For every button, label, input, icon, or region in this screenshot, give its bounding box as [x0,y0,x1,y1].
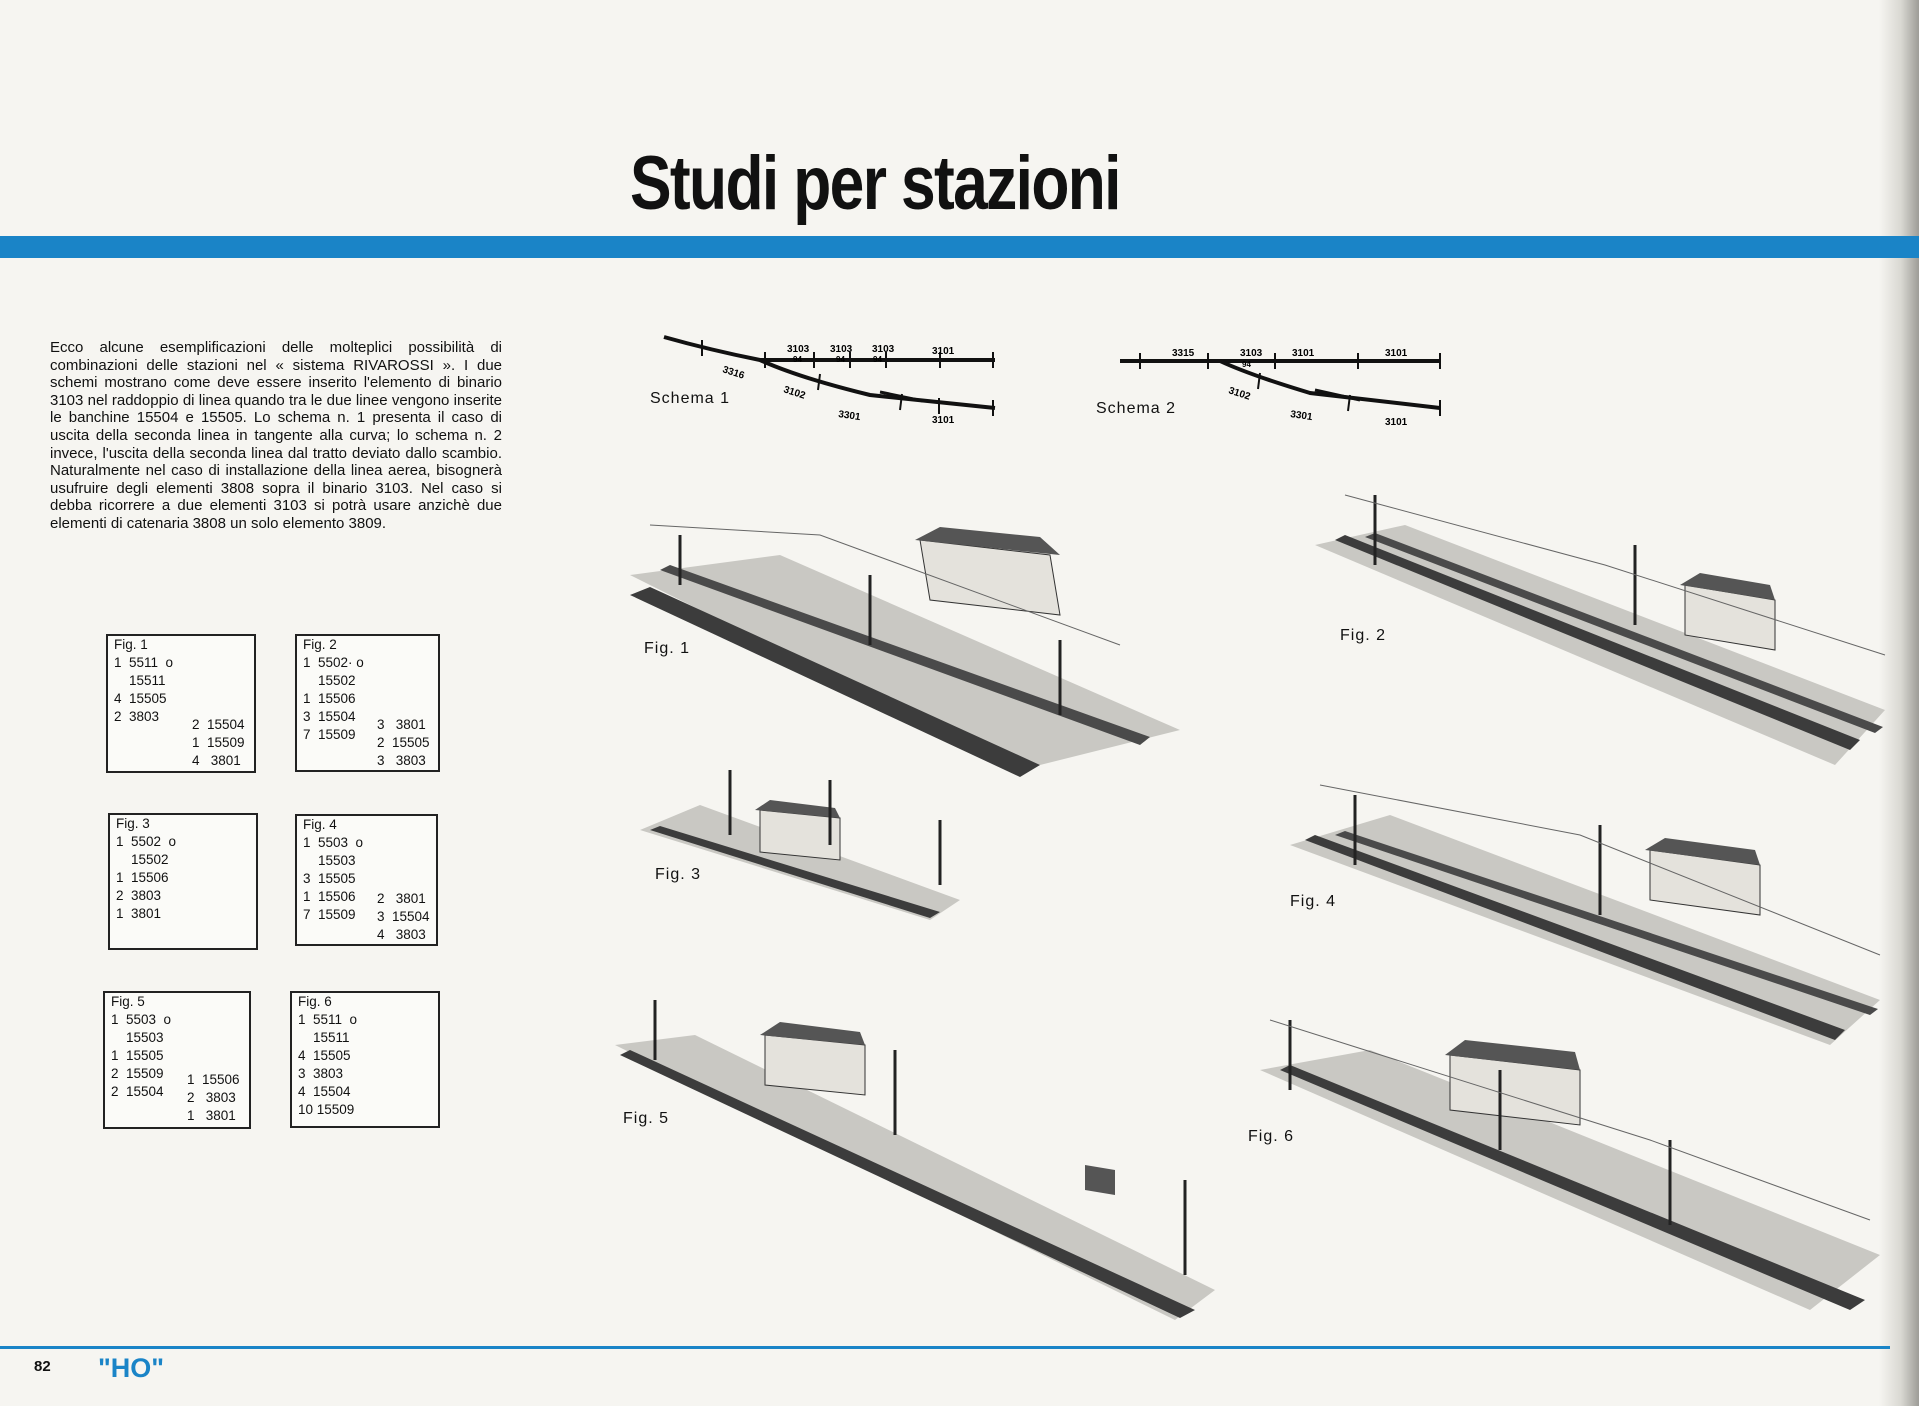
schema-label: 3102 [782,384,807,402]
parts-list-left: 1 5503 o 15503 3 15505 1 15506 7 15509 [303,835,364,922]
parts-box-title: Fig. 4 [303,817,337,832]
intro-paragraph: Ecco alcune esemplificazioni delle molteplici possibilità di combinazioni delle stazioni nel « sistema RIVAROSSI ». I due schemi mostrano come deve essere inserito l'elemento di binario 3103 nel raddoppio di linea quando tra le due linee vengono inserite le banchine 15504 e 15505. Lo schema n. 1 presenta il caso di uscita della seconda linea in tangente alla curva; lo schema n. 2 invece, l'uscita della seconda linea dal tratto deviato dallo scambio. Naturalmente nel caso di installazione della linea aerea, bisognerà usufruire degli elementi 3808 sopra il binario 3103. Nel caso si debba ricorrere a due elementi 3103 si potrà usare anzichè due elementi di catenaria 3808 un solo elemento 3809. [50,339,502,532]
schema-label: 3103 [830,344,853,355]
schema-label: 3101 [932,346,955,357]
parts-box-title: Fig. 6 [298,994,332,1009]
schema-label: 94 [873,355,882,364]
schema-label: 3301 [837,409,862,424]
fig-4-caption: Fig. 4 [1290,893,1337,910]
parts-box-title: Fig. 1 [114,637,148,652]
fig-2-caption: Fig. 2 [1340,627,1387,644]
fig-3-station-photo [640,750,970,925]
schema-label: 3101 [1385,417,1408,428]
schema-2-caption: Schema 2 [1096,400,1177,417]
footer-rule [0,1346,1890,1349]
schema-label: 94 [793,355,802,364]
schema-label: 3101 [1385,348,1408,359]
schema-label: 94 [1242,360,1251,369]
fig-3-caption: Fig. 3 [655,866,702,883]
fig-1-caption: Fig. 1 [644,640,691,657]
schema-2-track-diagram [1110,335,1450,435]
parts-list-right: 2 3801 3 15504 4 3803 [377,891,430,942]
parts-box-fig6 [290,991,440,1128]
schema-1-caption: Schema 1 [650,390,731,407]
parts-box-fig2 [295,634,440,772]
schema-label: 3101 [932,415,955,426]
fig-5-station-photo [605,1000,1225,1320]
fig-5-caption: Fig. 5 [623,1110,670,1127]
series-label: "HO" [98,1353,165,1383]
fig-2-station-photo [1305,485,1895,770]
parts-list-left: 1 5503 o 15503 1 15505 2 15509 2 15504 [111,1012,172,1099]
schema-label: 3101 [1292,348,1315,359]
parts-list-left: 1 5502 o 15502 1 15506 2 3803 1 3801 [116,834,177,921]
parts-box-fig1 [106,634,256,773]
fig-6-caption: Fig. 6 [1248,1128,1295,1145]
fig-1-station-photo [620,505,1240,780]
schema-label: 3316 [721,364,746,382]
parts-box-fig3 [108,813,258,950]
parts-list-left: 1 5511 o 15511 4 15505 2 3803 [114,655,174,724]
schema-label: 94 [836,355,845,364]
fig-4-station-photo [1280,765,1895,1050]
parts-box-fig5 [103,991,251,1129]
schema-label: 3103 [787,344,810,355]
schema-1-track-diagram [640,320,1010,430]
schema-label: 3102 [1227,385,1252,403]
title-rule [0,236,1919,258]
schema-label: 3103 [872,344,895,355]
parts-list-right: 1 15506 2 3803 1 3801 [187,1072,240,1123]
schema-label: 3103 [1240,348,1263,359]
schema-label: 3315 [1172,348,1195,359]
track-diverging [1220,361,1440,408]
parts-list-left: 1 5511 o 15511 4 15505 3 3803 4 15504 10 15509 [298,1012,358,1117]
parts-list-left: 1 5502· o 15502 1 15506 3 15504 7 15509 [303,655,364,742]
schema-label: 3301 [1289,409,1314,424]
parts-box-fig4 [295,814,438,946]
track-diverging [760,360,995,408]
parts-box-title: Fig. 3 [116,816,150,831]
parts-list-right: 3 3801 2 15505 3 3803 [377,717,430,768]
parts-box-title: Fig. 5 [111,994,145,1009]
fig-6-station-photo [1250,1010,1890,1315]
parts-box-title: Fig. 2 [303,637,337,652]
page-number: 82 [34,1358,51,1375]
page-title: Studi per stazioni [630,141,1120,226]
parts-list-right: 2 15504 1 15509 4 3801 [192,717,245,768]
